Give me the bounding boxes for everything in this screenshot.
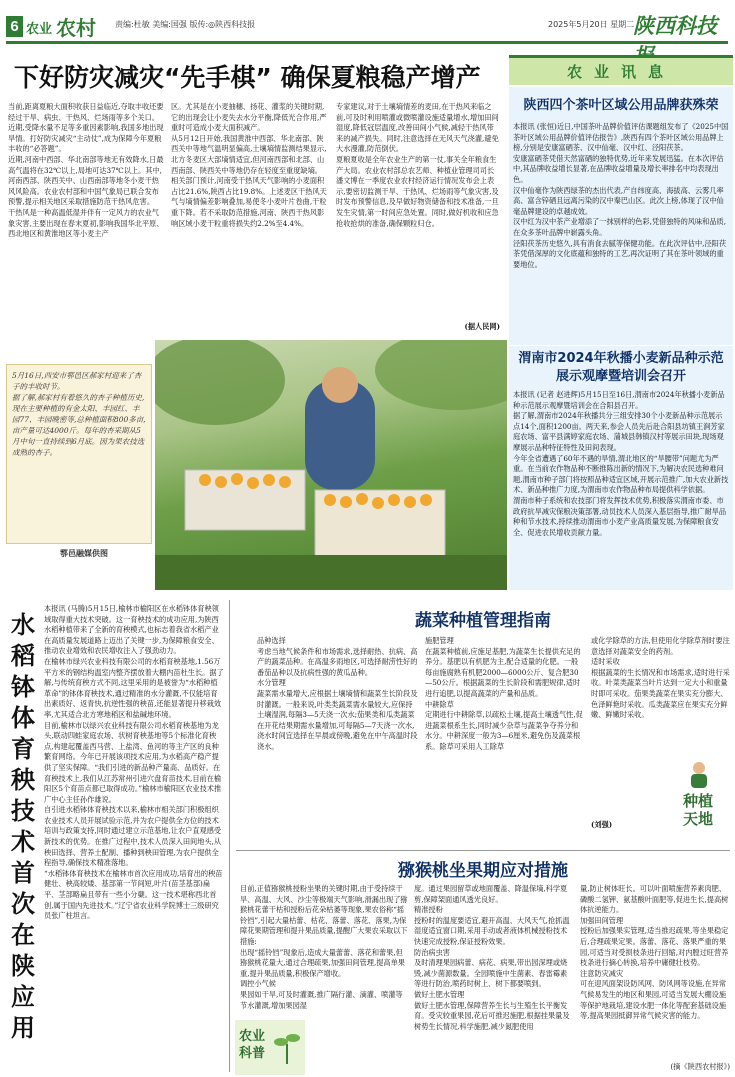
editor-credits: 责编:杜敏 美编:国强 版传:◎陕西科技报	[115, 20, 256, 29]
farmer-icon	[679, 760, 719, 790]
kiwi-column-2: 度。通过果园留草或地面覆盖、降温保墒,科学夏剪,保障架面通风透光良好。 精准授粉 授粉时的温度要适宜,避开高温、大风天气,抢抓温湿度适宜窗口期,采用手动或者液体机械授粉技术快速完成授粉,保证授粉效果。 防治病虫害 及时清理果园病蕾、病花、病果,带出园深埋或烧毁,减少菌源数量。全园喷施中生菌素、春雷霉素等进行防治,喷药时树上、树下都要喷到。 做好土肥水管理 做好土肥水管理,保障营养生长与生殖生长平衡发育。受灾较重果园,花后可推迟施肥,根据挂果量及树势生长情况,科学施肥,减少氮肥使用	[414, 884, 570, 1031]
kiwi-column-1: 目前,正值猕猴桃授粉坐果的关键时期,由于受持续干旱、高温、大风、沙尘等极端天气影响,滑漏出现了猕猴桃花蕾干枯和授粉后花朵枯萎等现象,果农俗称“摇铃铛”,引起大量枯蕾、枯花、落蕾、落花、落果,为保障花果期管理和提升果品质量,提醒广大果农采取以下措施: 出现“摇铃铛”现象后,造成大量蕾蕾、落花和蕾果,但猕猴桃花量大,通过合理疏果,加强田间管理,提高单果重,提升果品质量,积极保产增收。 调控小气候 果园如干旱,可及时灌溉,推广隔行灌、滴灌、喷灌等节水灌溉,增加果园湿	[240, 884, 408, 1010]
photo-caption: 5月16日,西安市鄠邑区郝家村迎来了杏子的丰收时节。 据了解,郝家村有着悠久的杏子种植历史,现在主要种植的有金太阳、丰园红、丰园77、丰园晚密等,总种植面积800多亩,亩产量可达4000斤。每年的杏采期从5月中旬一直持续到6月底。因为果农技选成熟的杏子。	[6, 364, 152, 544]
science-tag-label: 农业 科普	[239, 1029, 266, 1061]
photo-illustration	[155, 340, 507, 590]
section-label: 农业	[26, 22, 53, 37]
veg-credit: (刘强)	[591, 820, 613, 829]
column-divider	[229, 600, 230, 1072]
header-rule	[6, 41, 728, 44]
news-body-1: 本报讯 (张恒)近日,中国茶叶品牌价值评估课题组发布了《2025中国茶叶区域公用品牌价值评估报告》,陕西有四个茶叶区域公用品牌上榜,分别是安康富硒茶、汉中仙毫、汉中红、泾阳茯茶。 安康富硒茶凭借天然富硒的独特优势,近年来发展迅猛。在本次评估中,其品牌收益增长显著,在品牌收益增量及增长率排名中均表现出色。 汉中仙毫作为陕西绿茶的杰出代表,产自纬度高、海拔高、云雾几率高、富含锌硒且远离污染的汉中秦巴山区。此次上榜,体现了汉中仙毫品牌建设的卓越成效。 汉中红为汉中茶产业增添了一抹别样的色彩,凭借独特的风味和品质,在众多茶叶品牌中崭露头角。 泾阳茯茶历史悠久,具有消食去腻等保健功能。在此次评估中,泾阳茯茶凭借深厚的文化底蕴和独特的工艺,再次证明了其在茶叶领域的重要地位。	[513, 122, 729, 269]
apricot-harvest-photo	[155, 340, 507, 590]
kiwi-column-1-cont	[308, 1020, 410, 1074]
sprout-icon	[273, 1030, 301, 1064]
kiwi-headline: 猕猴桃坐果期应对措施	[398, 861, 568, 881]
news-section-banner	[509, 55, 733, 85]
section-divider	[236, 850, 730, 851]
planting-tag	[665, 760, 731, 830]
news-section-label: 农业讯息	[566, 63, 675, 81]
news-body-2: 本报讯 (记者 赵进辉)5月15日至16日,渭南市2024年秋播小麦新品种示范展示观摩暨培训会在合阳县召开。 据了解,渭南市2024年秋播共分三组安排30个小麦新品种示范展示点14个,面积1200亩。两天来,参会人员先后赴合阳县坊镇王涧芳家庭农场、富平县满婷家庭农场、蒲城县韩镇汉村等展示田块,现场观摩展示品种特征特性及田间表现。 今年全省遭遇了60年不遇的旱情,渭北地区的“旱腰带”问题尤为严重。在当前农作物品种不断推陈出新的情况下,为解决农民选种难问题,渭南市种子部门将按照品种适宜区域,开展示范推广,加大农业新技术、新品种推广力度,为渭南市农作物品种布局提供科学依据。 渭南市种子系统和农技部门将发挥技术优势,积极落实渭南市委、市政府抗旱减灾保粮决策部署,动员技术人员深入基层指导,推广耐旱品种和节水技术,持续推动渭南市小麦产业高质量发展,为保障粮食安全、促进农民增收贡献力量。	[513, 390, 729, 537]
veg-column-1: 品种选择 考虑当地气候条件和市场需求,选择耐热、抗病、高产的蔬菜品种。在高温多雨地区,可选择耐涝性好的番茄品种以及抗病性强的黄瓜品种。 水分管理 蔬菜需水量增大,应根据土壤墒情和蔬菜生长阶段及时灌溉。一般来说,叶类类蔬菜需水量较大,应保持土壤湿润,每隔3—5天浇一次水;茄果类和瓜类蔬菜在开花结果期需水量增加,可每隔5—7天浇一次水,浇水时间宜选择在早晨或傍晚,避免在中午高温时段浇水。	[257, 636, 418, 751]
news-headline-1: 陕西四个茶叶区域公用品牌获殊荣	[523, 98, 719, 113]
kiwi-column-3: 量,防止树体旺长。可以叶面喷施营养素肉肥、磷酸二氢钾、氨基酸叶面肥等,促进生长,提高树体抗逆能力。 加强田间管理 授粉后加强果实管理,适当推迟疏果,等坐果稳定后,合理疏果定果。落蕾、落花、落果严重的果园,可适当对受损枝条进行回缩,对内膛过旺营养枝条进行摘心转换,培养中庸健壮枝势。 注意防灾减灾 可在迎风面架设防风网、防风网等设施,在异常气候易发生的地区和果园,可适当发展大棚设施等保护地栽培,建设水肥一体化等配套基础设施等,提高果园抵御异常气候灾害的能力。	[580, 884, 729, 1021]
lead-column-3: 专家建议,对于土壤墒情差的麦田,在干热风来临之前,可及时利用喷灌或微喷灌设施适量增水,增加田间湿度,降低冠层温度,改善田间小气候,减轻干热风带来的减产损失。同时,注意选择在无风天气浇灌,避免大水漫灌,防范倒伏。 夏粮夏收是全年农业生产的第一仗,事关全年粮食生产大局。农业农村部总农艺师、种植业管理司司长潘文博在一季度农业农村经济运行情况发布会上表示,要密切监测干旱、干热风、烂场雨等气象灾害,及时发布预警信息,及早做好物资储备和技术准备,一旦发生灾情,第一时间应急处置。同时,做好机收和应急抢收抢烘的准备,确保颗粒归仓。	[336, 102, 499, 228]
lead-column-2: 区。尤其是在小麦抽穗、扬花、灌浆的关键时期,它的出现会让小麦失去水分平衡,降低光合作用,严重时可造成小麦大面积减产。 从5月12日开始,我国黄淮中西部、华北南部、陕西关中等地气温明显偏高,土壤墒情监测结果显示,北方冬麦区大部墒情适宜,但河南西部和北部、山西南部、陕西关中等地仍存在轻度至重度缺墒。 相关部门预计,河南受干热风天气影响的小麦面积占比21.6%,陕西占比19.8%。上述麦区干热风天气与墒情偏差影响叠加,易使冬小麦叶片卷曲,干粒重下降。若不采取防范措施,河南、陕西干热风影响区域小麦干粒重将损失约2.2%至4.4%。	[171, 102, 327, 228]
kiwi-credit: (摘《陕西农村报》)	[670, 1062, 730, 1071]
veg-column-2: 施肥管理 在蔬菜种植前,应施足基肥,为蔬菜生长提供充足的养分。基肥以有机肥为主,配合适量的化肥。一般每亩施腐熟有机肥2000—6000公斤、复合肥30—50公斤。根据蔬菜的生长阶段和需肥规律,适时进行追肥,以提高蔬菜的产量和品质。 中耕除草 定期进行中耕除草,以疏松土壤,提高土壤透气性,促进蔬菜根系生长,同时减少杂草与蔬菜争夺养分和水分。中耕深度一般为3—6厘米,避免伤及蔬菜根系。除草可采用人工除草	[425, 636, 583, 751]
newspaper-masthead: 陕西科技	[633, 13, 717, 38]
rice-body: 本报讯 (马腾)5月15日,榆林市榆阳区在水稻钵体育秧领域取得重大技术突破。这一育秧技术的成功应用,为陕西水稻种植带来了全新的育秧模式,也标志着我省水稻产业在高质量发展道路上迈出了关键一步,为保障粮食安全、推动农业增效和农民增收注入了强劲动力。 在榆林市绿兴农业科技有限公司的水稻育秧基地,1.56万平方米的钢结构温室内整齐摆放着大棚内苗杜生长。据了解,与传统育秧方式不同,这里采用的是被誉为“水稻种植革命”的钵体育秧技术,通过精准的水分灌溉,不仅能培育出素质好、返青快,抗逆性强的秧苗,还能显著提升移栽效率,尤其适合北方寒地稻区和盐碱地环境。 目前,榆林市以绿兴农业科技有限公司水稻育秧基地为龙头,联动四蛙家庭农场、状树育秧基地等5个标准化育秧点,构建起覆盖西马营、上盐湾、鱼河的等主产区的良种繁育网络。今年已开展该项技术应用,为水稻高产稳产提供了坚实保障。“我们引进的新品种产量高、品质好。在育秧技术上,我们从江苏常州引进穴盘育苗技术,目前在榆阳区5个育苗点都已取得成功。”榆林市榆阳区农业技术推广中心主任孙作雄说。 自引进水稻钵体育秧技术以来,榆林市相关部门积极组织农业技术人员开展试验示范,并为农户提供全方位的技术培训与政策支持,同时通过建立示范基地,让农户直观感受新技术的优势。在推广过程中,技术人员深入田间地头,从秧田选择、营养土配制、播种到秧田管理,为农户提供全程指导,确保技术精准落地。 “水稻钵体育秧技术在榆林市首次应用成功,培育出的秧苗健壮、秧高较矮、基部第一节间短,叶片(苗茎基部)扁平、茎部略扁且带有一些小分蘖。这一技术堪称西北首创,属于国内先进技术。”辽宁省农业科学院博士三级研究员张广柱坦言。	[44, 604, 224, 921]
section-label-large: 农村	[56, 16, 96, 40]
page-header	[0, 0, 735, 46]
veg-column-3: 或化学除草的方法,但使用化学除草剂时要注意选择对蔬菜安全的药剂。 适时采收 根据蔬菜的生长情况和市场需求,适时进行采收。叶菜类蔬菜当叶片达到一定大小和重量时即可采收。茄果类蔬菜在果实充分膨大、色泽鲜艳时采收。瓜类蔬菜应在果实充分鲜嫩、鲜嫩时采收。	[591, 636, 730, 720]
rice-headline: 水稻钵体育秧技术首次在陕应用	[11, 611, 35, 1042]
lead-column-1: 当前,距离夏粮大面积收获日益临近,夺取丰收还要经过干旱、病虫、干热风、烂场雨等多个关口。近期,受降水量不足等多重因素影响,我国多地出现旱情。打好防灾减灾“主动仗”,成为保障今年夏粮丰收的“必答题”。 近期,河南中西部、华北南部等地无有效降水,日最高气温将在32℃以上,局地可达37℃以上。其中,河南西部、陕西关中、山西南部等地冬小麦干热风风险高。农业农村部和中国气象局已联合发布预警,提示相关地区采取措施防范干热风危害。 干热风是一种高温低湿并伴有一定风力的农业气象灾害,主要出现在春末夏初,影响我国华北平原、西北地区和黄淮地区等小麦主产	[8, 102, 164, 239]
planting-tag-label: 种植 天地	[682, 792, 713, 828]
lead-source: (据人民网)	[464, 322, 500, 331]
photo-credit: 鄠邑融媒供图	[60, 549, 108, 558]
lead-headline: 下好防灾减灾“先手棋” 确保夏粮稳产增产	[14, 63, 481, 92]
page-number: 6	[6, 16, 23, 37]
science-tag	[235, 1020, 305, 1075]
news-headline-2: 渭南市2024年秋播小麦新品种示范展示观摩暨培训会召开	[518, 351, 724, 384]
issue-date: 2025年5月20日 星期二	[548, 20, 635, 29]
veg-headline: 蔬菜种植管理指南	[415, 611, 551, 631]
